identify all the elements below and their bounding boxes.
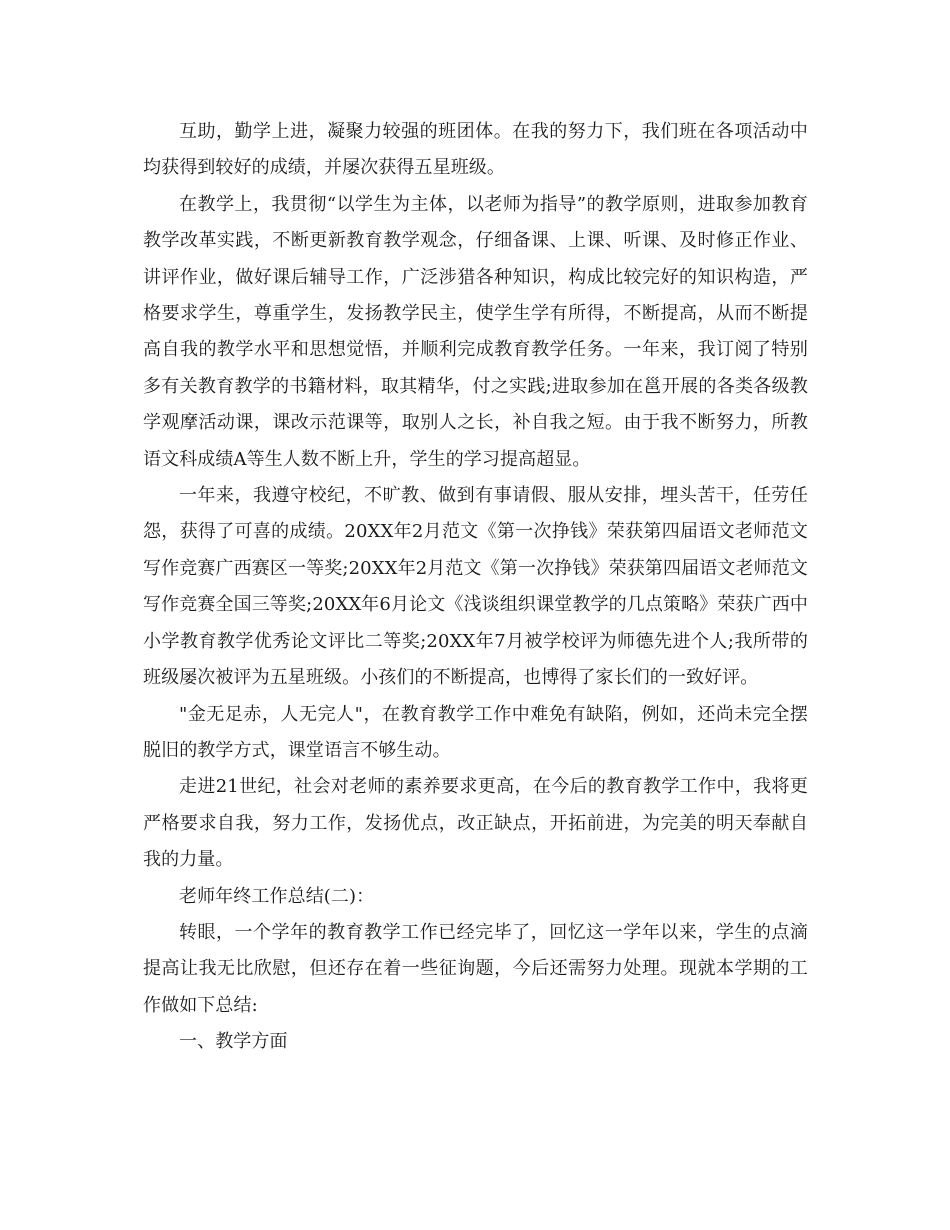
paragraph-5: 走进21世纪，社会对老师的素养要求更高，在今后的教育教学工作中，我将更严格要求自我，努力工作，发扬优点，改正缺点，开拓前进，为完美的明天奉献自我的力量。 [143, 776, 808, 871]
paragraph-6: 转眼，一个学年的教育教学工作已经完毕了，回忆这一学年以来，学生的点滴提高让我无比欣慰，但还存在着一些征询题，今后还需努力处理。现就本学期的工作做如下总结: [143, 921, 808, 1016]
paragraph-3: 一年来，我遵守校纪，不旷教、做到有事请假、服从安排，埋头苦干，任劳任怨，获得了可喜的成绩。20XX年2月范文《第一次挣钱》荣获第四届语文老师范文写作竞赛广西赛区一等奖;20XX年2月范文《第一次挣钱》荣获第四届语文老师范文写作竞赛全国三等奖;20XX年6月论文《浅谈组织课堂教学的几点策略》荣获广西中小学教育教学优秀论文评比二等奖;20XX年7月被学校评为师德先进个人;我所带的班级屡次被评为五星班级。小孩们的不断提高，也博得了家长们的一致好评。 [143, 485, 808, 689]
subsection-heading: 一、教学方面 [179, 1031, 288, 1053]
paragraph-1: 互助，勤学上进，凝聚力较强的班团体。在我的努力下，我们班在各项活动中均获得到较好的成绩，并屡次获得五星班级。 [143, 121, 808, 179]
paragraph-4: "金无足赤，人无完人"，在教育教学工作中难免有缺陷，例如，还尚未完全摆脱旧的教学方式，课堂语言不够生动。 [143, 703, 808, 761]
section-heading: 老师年终工作总结(二)： [179, 885, 375, 907]
document-body [143, 114, 808, 1061]
paragraph-2: 在教学上，我贯彻“以学生为主体，以老师为指导”的教学原则，进取参加教育教学改革实践，不断更新教育教学观念，仔细备课、上课、听课、及时修正作业、讲评作业，做好课后辅导工作，广泛涉猎各种知识，构成比较完好的知识构造，严格要求学生，尊重学生，发扬教学民主，使学生学有所得，不断提高，从而不断提高自我的教学水平和思想觉悟，并顺利完成教育教学任务。一年来，我订阅了特别多有关教育教学的书籍材料，取其精华，付之实践;进取参加在邕开展的各类各级教学观摩活动课，课改示范课等，取别人之长，补自我之短。由于我不断努力，所教语文科成绩A等生人数不断上升，学生的学习提高超显。 [143, 193, 808, 470]
